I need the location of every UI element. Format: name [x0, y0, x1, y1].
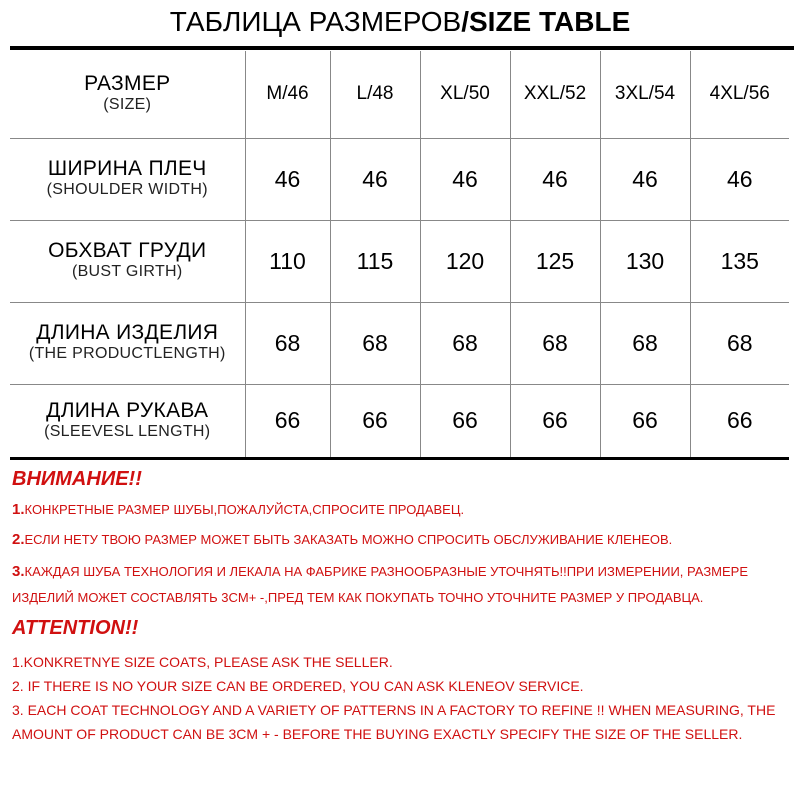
table-row-product-length: [10, 302, 789, 384]
size-cell: 3XL/54: [600, 51, 690, 138]
value-cell: 66: [420, 384, 510, 458]
notes-section: [12, 468, 792, 746]
row-label: ДЛИНА ИЗДЕЛИЯ: [36, 321, 219, 344]
notice-item-ru: [12, 529, 792, 551]
notice-item-ru: [12, 499, 792, 521]
value-cell: 135: [690, 220, 789, 302]
value-cell: 46: [245, 138, 330, 220]
notice-item-ru: [12, 559, 792, 611]
notice-heading-en: ATTENTION!!: [12, 617, 139, 639]
row-sublabel: (THE PRODUCTLENGTH): [28, 345, 226, 362]
row-label: ШИРИНА ПЛЕЧ: [47, 157, 207, 180]
notice-item-text: ЕСЛИ НЕТУ ТВОЮ РАЗМЕР МОЖЕТ БЫТЬ ЗАКАЗАТЬ МОЖНО СПРОСИТЬ ОБСЛУЖИВАНИЕ КЛЕНЕОВ.: [24, 532, 673, 547]
row-sublabel: (SHOULDER WIDTH): [46, 181, 208, 198]
value-cell: 46: [330, 138, 420, 220]
row-sublabel: (SLEEVESL LENGTH): [44, 422, 211, 440]
value-cell: 68: [420, 302, 510, 384]
value-cell: 66: [510, 384, 600, 458]
row-label: ДЛИНА РУКАВА: [46, 398, 209, 422]
notice-item-text: КАЖДАЯ ШУБА ТЕХНОЛОГИЯ И ЛЕКАЛА НА ФАБРИКЕ РАЗНООБРАЗНЫЕ УТОЧНЯТЬ!!ПРИ ИЗМЕРЕНИИ, РАЗМЕРЕ ИЗДЕЛИЙ МОЖЕТ СОСТАВЛЯТЬ 3CM+ -,ПРЕД ТЕМ КАК ПОКУПАТЬ ТОЧНО УТОЧНИТЕ РАЗМЕР У ПРОДАВЦА.: [12, 564, 749, 605]
value-cell: 68: [245, 302, 330, 384]
value-cell: 46: [690, 138, 789, 220]
title-en: SIZE TABLE: [469, 6, 631, 37]
table-row-shoulder-width: [10, 138, 789, 220]
value-cell: 66: [600, 384, 690, 458]
notice-item-en: 3. EACH COAT TECHNOLOGY AND A VARIETY OF PATTERNS IN A FACTORY TO REFINE !! WHEN MEASURING, THE AMOUNT OF PRODUCT CAN BE 3CM + - BEFORE THE BUYING EXACTLY SPECIFY THE SIZE OF THE SELLER.: [12, 702, 776, 742]
row-sublabel: (BUST GIRTH): [71, 263, 183, 280]
value-cell: 68: [690, 302, 789, 384]
value-cell: 66: [690, 384, 789, 458]
row-header: [10, 220, 245, 302]
value-cell: 66: [330, 384, 420, 458]
size-table: [10, 51, 789, 460]
title-divider: [10, 46, 794, 50]
table-row-sleeve-length: [10, 384, 789, 458]
notice-item-number: 3.: [12, 563, 25, 580]
value-cell: 115: [330, 220, 420, 302]
value-cell: 68: [330, 302, 420, 384]
size-cell: L/48: [330, 51, 420, 138]
value-cell: 68: [600, 302, 690, 384]
value-cell: 46: [510, 138, 600, 220]
row-sublabel: (SIZE): [103, 96, 152, 114]
value-cell: 125: [510, 220, 600, 302]
value-cell: 130: [600, 220, 690, 302]
value-cell: 68: [510, 302, 600, 384]
value-cell: 46: [600, 138, 690, 220]
row-label: ОБХВАТ ГРУДИ: [48, 239, 207, 262]
page-title: [0, 0, 800, 44]
value-cell: 120: [420, 220, 510, 302]
notice-item-number: 1.: [12, 501, 25, 518]
value-cell: 66: [245, 384, 330, 458]
notice-item-number: 2.: [12, 531, 25, 548]
value-cell: 110: [245, 220, 330, 302]
size-cell: 4XL/56: [690, 51, 789, 138]
notice-item-en: 2. IF THERE IS NO YOUR SIZE CAN BE ORDERED, YOU CAN ASK KLENEOV SERVICE.: [12, 678, 584, 694]
value-cell: 46: [420, 138, 510, 220]
row-header: [10, 138, 245, 220]
size-header-row: [10, 51, 789, 138]
notice-item-text: КОНКРЕТНЫЕ РАЗМЕР ШУБЫ,ПОЖАЛУЙСТА,СПРОСИТЕ ПРОДАВЕЦ.: [24, 502, 465, 517]
title-ru: ТАБЛИЦА РАЗМЕРОВ: [169, 6, 462, 37]
notice-heading-ru: ВНИМАНИЕ!!: [12, 468, 142, 490]
size-cell: XL/50: [420, 51, 510, 138]
row-label: РАЗМЕР: [84, 72, 171, 96]
row-header: [10, 302, 245, 384]
row-header: [10, 384, 245, 458]
notice-item-en: 1.KONKRETNYE SIZE COATS, PLEASE ASK THE SELLER.: [12, 654, 393, 670]
size-cell: XXL/52: [510, 51, 600, 138]
table-row-bust-girth: [10, 220, 789, 302]
size-cell: M/46: [245, 51, 330, 138]
size-header-label: [10, 51, 245, 138]
title-separator: /: [461, 6, 469, 37]
